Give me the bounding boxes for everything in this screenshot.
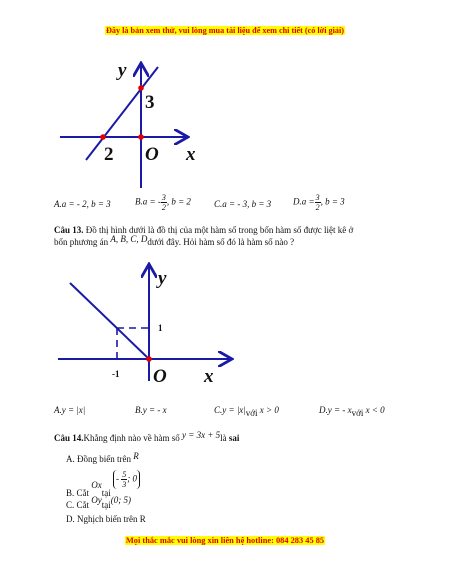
graph-1-point-y-intercept	[138, 85, 144, 91]
q14-item-b: B. Cắt Oxtại - $\frac{5}{3}$ ; 0	[66, 470, 140, 489]
question-14: Câu 14.Khẳng định nào về hàm số y = 3x + 5là sai	[54, 430, 240, 443]
q13-option-d: D.y = - xvới x < 0	[319, 405, 385, 418]
q12-option-c: C.a = - 3, b = 3	[214, 199, 272, 209]
q13-option-c: C.y = |x|với x > 0	[214, 405, 279, 418]
graph-1-x-intercept-label: 2	[104, 144, 114, 165]
question-13-line-1: Câu 13. Đồ thị hình dưới là đồ thị của một hàm số trong bốn hàm số được liệt kê ở	[54, 225, 354, 235]
graph-2-line	[70, 283, 149, 359]
graph-1-point-origin	[138, 134, 144, 140]
q14-item-a: A. Đồng biến trên R	[66, 451, 139, 464]
graph-2-point-origin	[146, 356, 152, 362]
q13-option-a: A.y = |x|	[54, 405, 86, 415]
graph-1-origin-label: O	[145, 144, 159, 165]
question-13	[54, 224, 353, 248]
graph-2-tick-x: -1	[112, 369, 120, 379]
graph-1-x-label: x	[186, 144, 196, 165]
question-13-line-2: bốn phương án A, B, C, Ddưới đây. Hỏi hàm số đó là hàm số nào ?	[54, 234, 295, 247]
graph-2-y-label: y	[158, 268, 167, 289]
graph-1-y-label: y	[118, 60, 127, 81]
q12-option-b-fraction: $\frac{3}{2}$	[161, 193, 166, 212]
graph-1-y-intercept-label: 3	[145, 92, 155, 113]
q12-option-d: D.a = $\frac{3}{2}$ , b = 3	[293, 193, 345, 212]
q13-option-b: B.y = - x	[135, 405, 167, 415]
graph-1-point-x-intercept	[100, 134, 106, 140]
q12-option-b: B.a = - $\frac{3}{2}$ , b = 2	[135, 193, 191, 212]
q14-item-d: D. Nghịch biến trên R	[66, 514, 146, 524]
q14-item-b-point: - $\frac{5}{3}$ ; 0	[113, 470, 140, 489]
q12-option-d-fraction: $\frac{3}{2}$	[315, 193, 320, 212]
graph-2-x-label: x	[204, 366, 214, 387]
graph-2	[0, 256, 450, 396]
q14-item-c: C. Cắt Oytại(0; 5)	[66, 495, 132, 510]
graph-2-tick-y: 1	[158, 323, 163, 333]
hotline-footer: Mọi thắc mắc vui lòng xin liên hệ hotline: 084 283 45 85	[125, 536, 325, 545]
q12-option-a: A.a = - 2, b = 3	[54, 199, 111, 209]
graph-2-origin-label: O	[153, 366, 167, 387]
preview-banner: Đây là bản xem thử, vui lòng mua tài liệu để xem chi tiết (có lời giải)	[105, 26, 344, 35]
